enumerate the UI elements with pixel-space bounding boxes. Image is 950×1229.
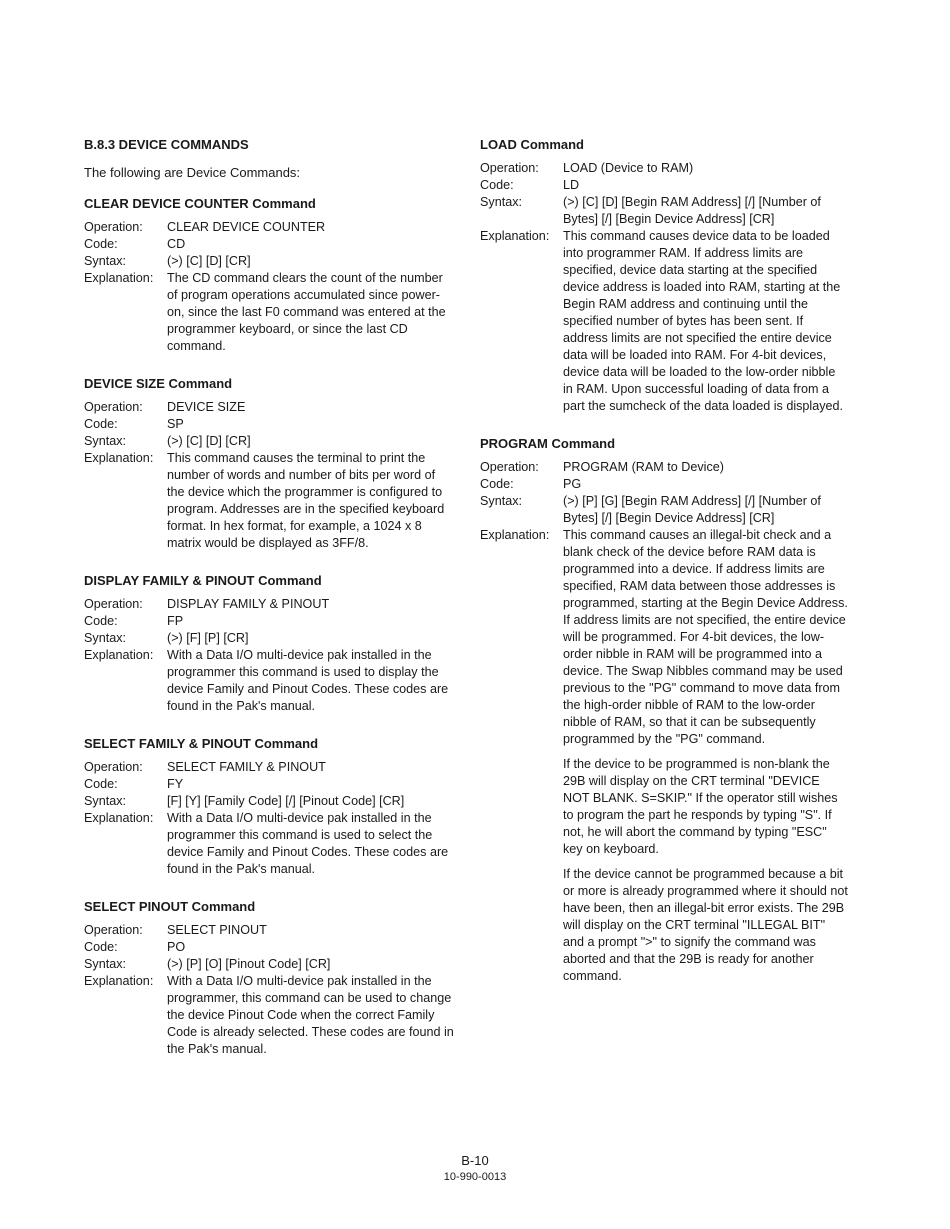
operation-row — [84, 399, 456, 416]
explanation-text: This command causes an illegal-bit check and a blank check of the device before RAM data is programmed into a device. If address limits are specified, RAM data between those addresses is programmed, starting at the Begin Device Address. If address limits are not specified, the entire device will be programmed. For 4-bit devices, the low-order nibble in RAM will be programmed into a device. The Swap Nibbles command may be used previous to the "PG" command to move data from the high-order nibble of RAM to the low-order nibble of RAM, so that it can be subsequently programmed by the "PG" command. — [563, 528, 848, 746]
command-title: SELECT FAMILY & PINOUT Command — [84, 736, 319, 751]
explanation-label: Explanation: — [84, 648, 154, 662]
explanation-row — [480, 228, 848, 415]
left-column — [84, 136, 456, 1078]
operation-row — [84, 759, 456, 776]
operation-label: Operation: — [84, 400, 143, 414]
explanation-paragraph-non-blank: If the device to be programmed is non-blank the 29B will display on the CRT terminal "DEVICE NOT BLANK. S=SKIP." If the operator still wishes to program the part he responds by typing "S". If not, he will abort the command by typing "ESC" key on keyboard. — [563, 757, 838, 856]
command-entry-program — [480, 435, 848, 985]
code-row — [84, 776, 456, 793]
code-value: CD — [167, 237, 186, 251]
code-row — [84, 236, 456, 253]
operation-label: Operation: — [84, 220, 143, 234]
code-label: Code: — [480, 178, 514, 192]
syntax-value: [F] [Y] [Family Code] [/] [Pinout Code] [CR] — [167, 794, 405, 808]
explanation-label: Explanation: — [84, 451, 154, 465]
command-title: SELECT PINOUT Command — [84, 899, 256, 914]
code-row — [480, 177, 848, 194]
code-label: Code: — [84, 940, 118, 954]
code-row — [84, 939, 456, 956]
operation-value: SELECT FAMILY & PINOUT — [167, 760, 326, 774]
syntax-value: (>) [C] [D] [CR] — [167, 434, 251, 448]
command-title: DISPLAY FAMILY & PINOUT Command — [84, 573, 322, 588]
explanation-label: Explanation: — [480, 229, 550, 243]
document-number: 10-990-0013 — [443, 1171, 507, 1183]
command-entry-display-family-pinout — [84, 572, 456, 715]
operation-label: Operation: — [480, 460, 539, 474]
code-value: FP — [167, 614, 184, 628]
explanation-row — [480, 527, 848, 748]
explanation-text: This command causes device data to be loaded into programmer RAM. If address limits are specified, device data starting at the specified device address is loaded into RAM, starting at the Begin RAM address and continuing until the specified number of bytes has been sent. If address limits are not specified the entire device data will be loaded into RAM. For 4-bit devices, device data will be loaded to the low-order nibble in RAM. Upon successful loading of data from a part the sumcheck of the data loaded is displayed. — [563, 229, 844, 413]
syntax-label: Syntax: — [84, 631, 126, 645]
syntax-label: Syntax: — [84, 794, 126, 808]
syntax-value: (>) [P] [G] [Begin RAM Address] [/] [Number of Bytes] [/] [Begin Device Address] [CR] — [563, 494, 821, 525]
explanation-text: With a Data I/O multi-device pak installed in the programmer, this command can be used to change the device Pinout Code when the correct Family Code is already selected. These codes are found in the Pak's manual. — [167, 974, 454, 1056]
syntax-label: Syntax: — [84, 957, 126, 971]
explanation-row — [84, 450, 456, 552]
operation-value: CLEAR DEVICE COUNTER — [167, 220, 326, 234]
section-intro: The following are Device Commands: — [84, 165, 301, 180]
syntax-value: (>) [F] [P] [CR] — [167, 631, 249, 645]
command-title: CLEAR DEVICE COUNTER Command — [84, 196, 316, 211]
syntax-row — [84, 433, 456, 450]
explanation-label: Explanation: — [84, 811, 154, 825]
syntax-label: Syntax: — [84, 434, 126, 448]
explanation-text: With a Data I/O multi-device pak installed in the programmer this command is used to display the device Family and Pinout Codes. These codes are found in the Pak's manual. — [167, 648, 449, 713]
right-column — [480, 136, 848, 1005]
syntax-row — [480, 493, 848, 527]
code-row — [480, 476, 848, 493]
code-value: FY — [167, 777, 184, 791]
explanation-label: Explanation: — [84, 974, 154, 988]
operation-value: LOAD (Device to RAM) — [563, 161, 694, 175]
operation-value: SELECT PINOUT — [167, 923, 267, 937]
operation-row — [84, 219, 456, 236]
explanation-text: The CD command clears the count of the number of program operations accumulated since power-on, since the last F0 command was entered at the programmer keyboard, or since the last CD command. — [167, 271, 446, 353]
code-label: Code: — [84, 417, 118, 431]
syntax-row — [84, 630, 456, 647]
page-number: B-10 — [461, 1153, 489, 1168]
syntax-label: Syntax: — [480, 494, 522, 508]
code-label: Code: — [480, 477, 514, 491]
operation-label: Operation: — [84, 760, 143, 774]
command-entry-device-size — [84, 375, 456, 552]
code-value: PO — [167, 940, 186, 954]
operation-row — [84, 922, 456, 939]
command-title: PROGRAM Command — [480, 436, 616, 451]
explanation-row — [84, 270, 456, 355]
explanation-text: This command causes the terminal to print the number of words and number of bits per word of the device which the programmer is configured to program. Addresses are in the specified keyboard format. In hex format, for example, a 1024 x 8 matrix would be displayed as 3FF/8. — [167, 451, 445, 550]
explanation-row — [84, 810, 456, 878]
explanation-label: Explanation: — [84, 271, 154, 285]
syntax-label: Syntax: — [480, 195, 522, 209]
code-row — [84, 613, 456, 630]
operation-value: PROGRAM (RAM to Device) — [563, 460, 724, 474]
syntax-row — [84, 956, 456, 973]
section-heading: B.8.3 DEVICE COMMANDS — [84, 137, 249, 152]
syntax-value: (>) [P] [O] [Pinout Code] [CR] — [167, 957, 331, 971]
explanation-text: With a Data I/O multi-device pak installed in the programmer this command is used to select the device Family and Pinout Codes. These codes are found in the Pak's manual. — [167, 811, 449, 876]
code-label: Code: — [84, 237, 118, 251]
command-title: DEVICE SIZE Command — [84, 376, 233, 391]
command-entry-load — [480, 136, 848, 415]
code-value: SP — [167, 417, 184, 431]
explanation-label: Explanation: — [480, 528, 550, 542]
syntax-row — [480, 194, 848, 228]
command-entry-select-pinout — [84, 898, 456, 1058]
code-value: PG — [563, 477, 582, 491]
operation-label: Operation: — [84, 597, 143, 611]
code-value: LD — [563, 178, 580, 192]
syntax-value: (>) [C] [D] [Begin RAM Address] [/] [Number of Bytes] [/] [Begin Device Address] [CR] — [563, 195, 821, 226]
syntax-label: Syntax: — [84, 254, 126, 268]
operation-row — [480, 459, 848, 476]
syntax-value: (>) [C] [D] [CR] — [167, 254, 251, 268]
code-label: Code: — [84, 777, 118, 791]
explanation-row — [84, 973, 456, 1058]
code-label: Code: — [84, 614, 118, 628]
command-entry-select-family-pinout — [84, 735, 456, 878]
explanation-paragraph-illegal-bit: If the device cannot be programmed because a bit or more is already programmed where it should not have been, then an illegal-bit error exists. The 29B will display on the CRT terminal "ILLEGAL BIT" and a prompt ">" to signify the command was aborted and that the 29B is ready for another command. — [563, 867, 848, 983]
explanation-row — [84, 647, 456, 715]
operation-value: DEVICE SIZE — [167, 400, 246, 414]
syntax-row — [84, 253, 456, 270]
operation-row — [84, 596, 456, 613]
code-row — [84, 416, 456, 433]
command-entry-clear-device-counter — [84, 195, 456, 355]
operation-label: Operation: — [480, 161, 539, 175]
operation-label: Operation: — [84, 923, 143, 937]
operation-row — [480, 160, 848, 177]
syntax-row — [84, 793, 456, 810]
operation-value: DISPLAY FAMILY & PINOUT — [167, 597, 330, 611]
command-title: LOAD Command — [480, 137, 584, 152]
